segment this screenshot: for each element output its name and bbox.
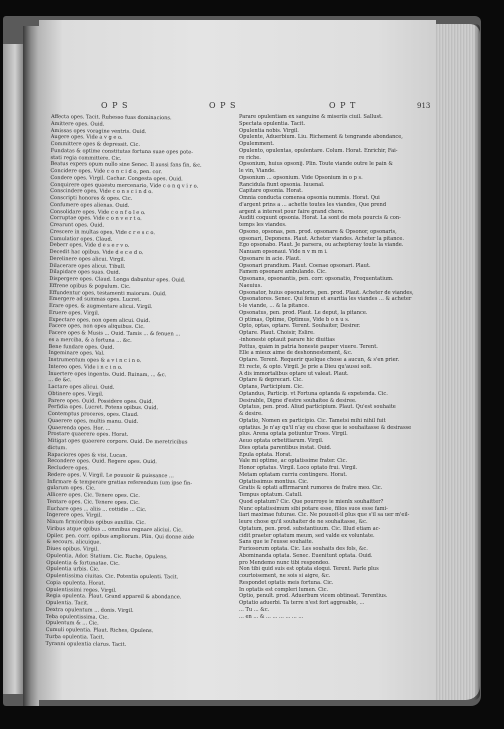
text-line: ... de &c. xyxy=(48,377,72,384)
text-line: Optatum, pen. prod. substantiuum. Cic. Illud etiam ac- xyxy=(239,525,381,532)
text-line: Erare opes, & augmentare alicui. Virgil. xyxy=(48,302,153,311)
text-line: Conscindere opes, Vide c o n s c i n d o. xyxy=(50,188,153,196)
text-line: Optatio aduerbi. Ta terre n'est fort aggreable, ... xyxy=(239,600,365,606)
text-line: Cumulatior opes. Claud. xyxy=(49,235,113,243)
text-line: Amissas opes voragine ventris. Ouid. xyxy=(50,127,147,135)
text-line: Spectata opulentia. Tacit. xyxy=(239,120,306,127)
text-line: Derelinere opes alicui. Virgil. xyxy=(49,255,126,263)
text-line: le vin, Viande. xyxy=(239,168,276,174)
text-line: Optatio, Nomen ex participio. Cic. Tametsi mihi nihil fuit xyxy=(239,417,386,424)
text-line: Eruere opes. Virgil. xyxy=(48,309,100,317)
text-line: Gratis & optati affirmarunt rumores de fratre meo. Cic. xyxy=(239,485,383,492)
text-line: courtoisement, ne sois si aigre, &c. xyxy=(239,573,331,579)
text-line: Regia opulenta. Plaut. Grand appareil & abondance. xyxy=(45,593,182,601)
text-line: Rapaciores opes & visi. Lucan. xyxy=(47,451,128,459)
running-header xyxy=(39,101,436,113)
text-line: Concidere opes, Vide c o n c i d o, pen. cor. xyxy=(50,167,162,176)
text-line: Dispergere opes. Claud. Longa dabuntur opes. Ouid. xyxy=(49,275,186,284)
text-line: Aeuo optata orbetitiarum. Virgil. xyxy=(239,438,324,444)
text-line: Furiosorum optata. Cic. Les souhaits des fols, &c. xyxy=(239,546,368,552)
guide-word-right: O P T xyxy=(329,101,357,110)
text-line: Committere opes & depressit. Cic. xyxy=(50,140,141,148)
text-line: Optare. Terent. Requerir quelque chose a aucun, & s'en prier. xyxy=(239,357,400,363)
text-line: Lactare opes alicui. Ouid. xyxy=(48,383,115,391)
text-line: Obtinere opes. Virgil. xyxy=(48,390,104,398)
text-line: A dis immortalibus optare ut valeat. Plaut. xyxy=(239,370,349,377)
text-line: Deberr opes, Vide d e s e r v o. xyxy=(49,242,130,250)
text-line: Opsono, opsonas, pen. prod. opsonare & Opsonor, opsonaris, xyxy=(239,228,397,235)
text-line: argent a interest pour faire grand chere. xyxy=(239,208,345,215)
text-line: Optare & deprecari. Cic. xyxy=(239,377,303,384)
text-line: Opulente, Aduerbium. Liu. Richement & tengrande abondance, xyxy=(239,134,403,141)
book-volume xyxy=(3,16,481,706)
text-line: Dilapidare opes suas. Ouid. xyxy=(49,269,121,276)
text-line: Elle a mieux aime de deshonnestement, &c. xyxy=(239,350,353,357)
text-line: Opulemment. xyxy=(239,141,274,147)
text-line: Amittere opes. Ouid. xyxy=(50,120,105,128)
text-line: Sans que ie l'eusse souhaite. xyxy=(239,539,314,546)
text-line: Rancidula fiunt opsonia. Iuuenal. xyxy=(239,181,325,188)
left-text-column xyxy=(45,114,225,649)
text-line: Opulentia. Tacit. xyxy=(45,599,89,607)
text-line: Nunc optatissimum sibi potare esse, filios suos esse fami- xyxy=(239,505,388,512)
text-line: Tentare opes. Cic. Tenere opes. Cic. xyxy=(46,498,140,506)
text-line: Opulentissimi reges. Virgil. xyxy=(45,586,117,594)
text-line: Teba opulentissima. Cic. xyxy=(45,613,109,621)
text-line: Dextra opulentum ... donis. Virgil. xyxy=(45,606,134,614)
text-line: Opsonium ... opsonium. Vide Opsonium in o p s. xyxy=(239,174,363,181)
text-line: stati regia committere. Cic. xyxy=(50,154,122,162)
text-line: liari maximae futurae. Cic. Ne pouuoit-il plus que s'il sa uer m'eil- xyxy=(239,512,410,519)
text-line: optatius. Je n'ay qu'il n'ay eu chose que ie souhaitasse & desirasse xyxy=(239,424,412,431)
text-line: temps les viandes. xyxy=(239,222,287,228)
text-line: Optandus, Particip. vt Fortuna optanda & expetenda. Cic. xyxy=(239,390,388,397)
text-line: Opsonium, huius opsonij. Plin. Toute viande outre le pain & xyxy=(239,161,393,168)
text-line: Inuertere opes ingentis. Ouid. Ruinam, ... &c. xyxy=(48,370,167,378)
text-line: Affecta opes. Tacit. Ruhesso fuas dominacions. xyxy=(50,114,172,122)
text-line: Optare. Plaut. Choisir, Eslire. xyxy=(239,330,315,336)
text-line: ... Tu ... &c. xyxy=(239,606,270,613)
text-line: Conquirere opes quaestu mercenario, Vide c o n q v i r o. xyxy=(50,181,199,190)
text-line: Euchare opes ... aliis ... cottidie ... Cic. xyxy=(46,505,147,513)
text-line: Corruptae opes. Vide c o n v e r t o. xyxy=(49,215,142,223)
text-line: d'argent prins a ... achette toutes les viandes, Que prend xyxy=(239,201,387,208)
text-line: Ingerere opes. Virgil. xyxy=(46,512,102,519)
guide-word-center: O P S xyxy=(209,101,237,110)
page-block-edge xyxy=(436,24,480,700)
text-line: Recludere opes. xyxy=(47,464,89,472)
text-line: Augere opes. Vide a v g e o. xyxy=(50,134,123,142)
text-line: Tempus optatum. Catull. xyxy=(239,492,303,498)
text-line: Facere opes & Musis ... Ouid. Tamis ... & fenuen ... xyxy=(48,329,181,338)
text-line: Bene fundare opes. Ouid. xyxy=(48,343,115,351)
text-line: Expectare opes, non opem alicui. Ouid. xyxy=(48,316,151,324)
text-line: Abominanda optata. Senec. Euenitunt optata. Ouid. xyxy=(239,552,373,559)
text-line: Effundentur opes, testamenti maiorum. Ouid. xyxy=(49,289,167,297)
text-line: Condere opes. Virgil. Cachar. Congesta opes. Ouid. xyxy=(50,174,183,183)
text-line: Mitigat opes quaerere corpore. Ouid. De meretricibus xyxy=(47,437,188,446)
text-line: ... en ... & ... ... ... ... ... ... xyxy=(239,613,304,620)
text-line: Famem opsonare ambulando. Cic. xyxy=(239,269,327,276)
text-line: Facere opes, non opes aliquibus. Cic. xyxy=(48,323,145,331)
text-line: Instrumentum opes & a v i n c i n o. xyxy=(48,356,142,364)
text-line: Opsonatus, pen. prod. Plaut. Le deput, la pitance. xyxy=(239,309,368,316)
text-line: Redere opes. V. Virgil. Le pouuoir & puissance ... xyxy=(47,471,174,480)
text-line: Opiler, pen. corr. opibus ampliorum. Plin. Qui donne aide xyxy=(46,532,195,541)
text-line: Crearunt opes. Ouid. xyxy=(49,221,105,229)
text-line: Pottus, quàm in patria honestè pauper viuere. Terent. xyxy=(239,343,378,350)
text-line: Intereo opes. Vide i n c i n o. xyxy=(48,363,123,371)
text-line: opsonari, Deponens. Plaut. Acheter viandes. Acheter la pitance. xyxy=(239,235,405,242)
text-line: Infirmare & temperare gratias referendum (um ipse fin- xyxy=(47,478,193,486)
edge-shadow xyxy=(474,24,480,700)
text-line: re riche. xyxy=(239,154,261,161)
text-line: Optio, penult. prod. Aduerbum vicem obtineat. Terentius. xyxy=(239,593,388,600)
text-line: Optatus, pen. prod. Aliud participium. Plaut. Qu'est souhaite xyxy=(239,404,396,411)
text-line: & secours, alicuique. xyxy=(46,539,102,546)
text-line: Recondere opes. Ouid. Regere opes. Ouid. xyxy=(47,458,157,466)
text-line: Opulentia nobis. Virgil. xyxy=(239,127,299,134)
text-line: O ptimas, Optime, Optimus, Vide b o n u s. xyxy=(239,316,350,323)
text-line: Confumere opes alienas. Ouid. xyxy=(50,201,130,209)
text-line: Opulentia urbis. Cic. xyxy=(46,566,100,573)
text-line: Optans, Participium. Cic. xyxy=(239,384,304,390)
text-line: Viribus atque opibus ... omnibus regnare aliciui. Cic. xyxy=(46,525,183,534)
text-line: Quaerere opes, multis manu. Ouid. xyxy=(47,417,139,425)
text-line: Opto, optas, optare. Terent. Souhaiter, Desirer. xyxy=(239,323,361,330)
text-line: Opsonator, huius opsonatoris, pen. prod. Plaut. Acheter de viandes, xyxy=(239,289,414,296)
text-line: In optatis est compleri lumen. Cic. xyxy=(239,586,329,593)
text-line: Diues opibus. Virgil. xyxy=(46,545,99,553)
text-line: Opsonare in acie. Plaut. xyxy=(239,255,301,262)
right-text-column xyxy=(239,114,429,620)
left-page-edge xyxy=(3,44,23,694)
text-line: Copia opulenta. Horat. xyxy=(46,579,106,587)
text-line: Ego opsonabo. Plaut. Je parsera, ou achepteray toute la viande. xyxy=(239,242,404,249)
text-line: Quod optatum? Cic. Que pourroye ie mienlx souhaitter? xyxy=(239,498,384,505)
text-line: Optatissimus montius. Cic. xyxy=(239,478,309,485)
text-line: dictum. xyxy=(47,444,68,451)
text-line: Opulentum & ... Cic. xyxy=(45,620,99,627)
text-line: Cumuli opulentia. Plaut. Riches, Opulens. xyxy=(45,626,154,635)
book-gutter xyxy=(23,26,39,706)
text-line: Capitare opsonia. Horat. xyxy=(239,188,303,195)
text-line: Vale mi optime, ac optatissime frater. Cic. xyxy=(239,458,348,465)
text-line: Contemptus proceres, opes. Claud. xyxy=(47,410,139,418)
text-line: Allicere opes. Cic. Tenere opes. Cic. xyxy=(46,491,140,499)
text-line: Opulentissima ciuitas. Cic. Potentia opulenti. Tacit. xyxy=(46,572,179,581)
text-line: Epula optata. Horat. xyxy=(239,451,292,458)
text-line: Opulentia, Ador. Statium. Cic. Ruche, Opulens. xyxy=(46,552,168,560)
text-line: Turba opulentia. Tacit. xyxy=(45,633,105,641)
text-line: Opsonatores. Senec. Qui fenun et avaritia les viandes ... & acheter xyxy=(239,296,412,303)
page-number: 913 xyxy=(417,102,431,110)
text-line: Conscripti honores & opes. Cic. xyxy=(50,194,133,202)
text-line: Dies optata parentibus instat. Ouid. xyxy=(239,444,332,451)
text-line: Effrene opibus & populum. Cic. xyxy=(49,282,131,290)
text-line: Parare opulentiam ex sanguine & miseriis ciuil. Sallust. xyxy=(239,114,383,120)
text-line: Perfidia opes. Lucret. Potens opibus. Ouid. xyxy=(47,404,159,412)
text-line: Naeuius. xyxy=(239,282,262,289)
text-line: Opsonans, opsonantis, pen. corr. opsonatio, Frequentatium. xyxy=(239,276,394,282)
text-line: leure chose qu'il souhaiter de ne souhaitasse, &c. xyxy=(239,519,368,525)
text-line: Opulentia & fortunatae. Cic. xyxy=(46,559,120,567)
text-line: Fundatas & optime constitutas fortuna suae opes pote- xyxy=(50,147,194,156)
text-line: Parere opes. Ouid. Possidere opes. Ouid. xyxy=(47,397,154,405)
text-line: Ingeminare opes. Val. xyxy=(48,350,105,357)
text-line: Tyranni opulentia clarus. Tacit. xyxy=(45,640,127,648)
text-line: Emergere ad summas opes. Lucret. xyxy=(49,296,142,304)
text-line: Auditi coquunt opsonia. Horat. La sont de mots pourcis & con- xyxy=(239,215,401,222)
text-line: & desire. xyxy=(239,411,263,417)
text-line: Beatus expers opum nullo sine Senec. Il aussi fans fin, &c. xyxy=(50,161,202,169)
text-line: plus. Arena optata potiuntur Troes. Virgil. xyxy=(239,431,348,438)
text-line: pro Mendemo nunc tibi respondeo. xyxy=(239,559,330,566)
text-line: Respondet optatis meis fortuna. Cic. xyxy=(239,579,334,586)
text-line: t-le viande, ... & la pitance. xyxy=(239,303,310,309)
text-line: es a merciba, & a fortuna ... &c. xyxy=(48,336,132,344)
text-line: cidit praeter optatum meum, sed valde ex voluntate. xyxy=(239,532,375,539)
text-line: Decedit hac opibus. Vide d e c e d o. xyxy=(49,248,144,256)
text-line: Non tibi quid suis est optata eloqui. Terent. Parle plus xyxy=(239,566,379,573)
text-line: Opulento, opulentas, opulentare. Colum. Horat. Enrichir, Fai- xyxy=(239,147,398,154)
guide-word-left: O P S xyxy=(101,101,129,110)
dictionary-page xyxy=(39,20,436,700)
text-line: Nixum firmioribus opibus auxiliis. Cic. xyxy=(46,518,146,527)
text-line: Metam optatam curriu contingere. Horat. xyxy=(239,471,348,478)
text-line: -inhonestè optauit parare hic diuitias xyxy=(239,336,335,343)
text-line: Nanuam opsonaui. Vide n v m m i. xyxy=(239,249,328,255)
text-line: Et recte, & opto. Virgil. Je prie a Dieu qu'aussi soit. xyxy=(239,363,372,370)
text-line: Prostare quaerere opes. Horat. xyxy=(47,431,129,439)
text-line: Desirable, Digne d'estre souhaitee & desiree. xyxy=(239,397,357,404)
text-line: gularum opes. Cic. xyxy=(47,485,96,492)
text-line: Quaerenda opes. Hor. ... xyxy=(47,424,111,432)
text-line: Crescere in multas opes, Vide c r e s c o. xyxy=(49,228,156,236)
text-line: Omnia conducta comensa opsonia nummis. Horat. Qui xyxy=(239,195,380,201)
text-line: Dilacerare opes alicui. Tibull. xyxy=(49,262,126,270)
text-line: Consolidare opes. Vide c o n f o l e o. xyxy=(49,208,146,216)
text-line: Honor optatus. Virgil. Loco optato frui. Virgil. xyxy=(239,465,358,471)
text-line: Opsonari prandium. Plaut. Coenae opsonari. Plaut. xyxy=(239,262,371,269)
